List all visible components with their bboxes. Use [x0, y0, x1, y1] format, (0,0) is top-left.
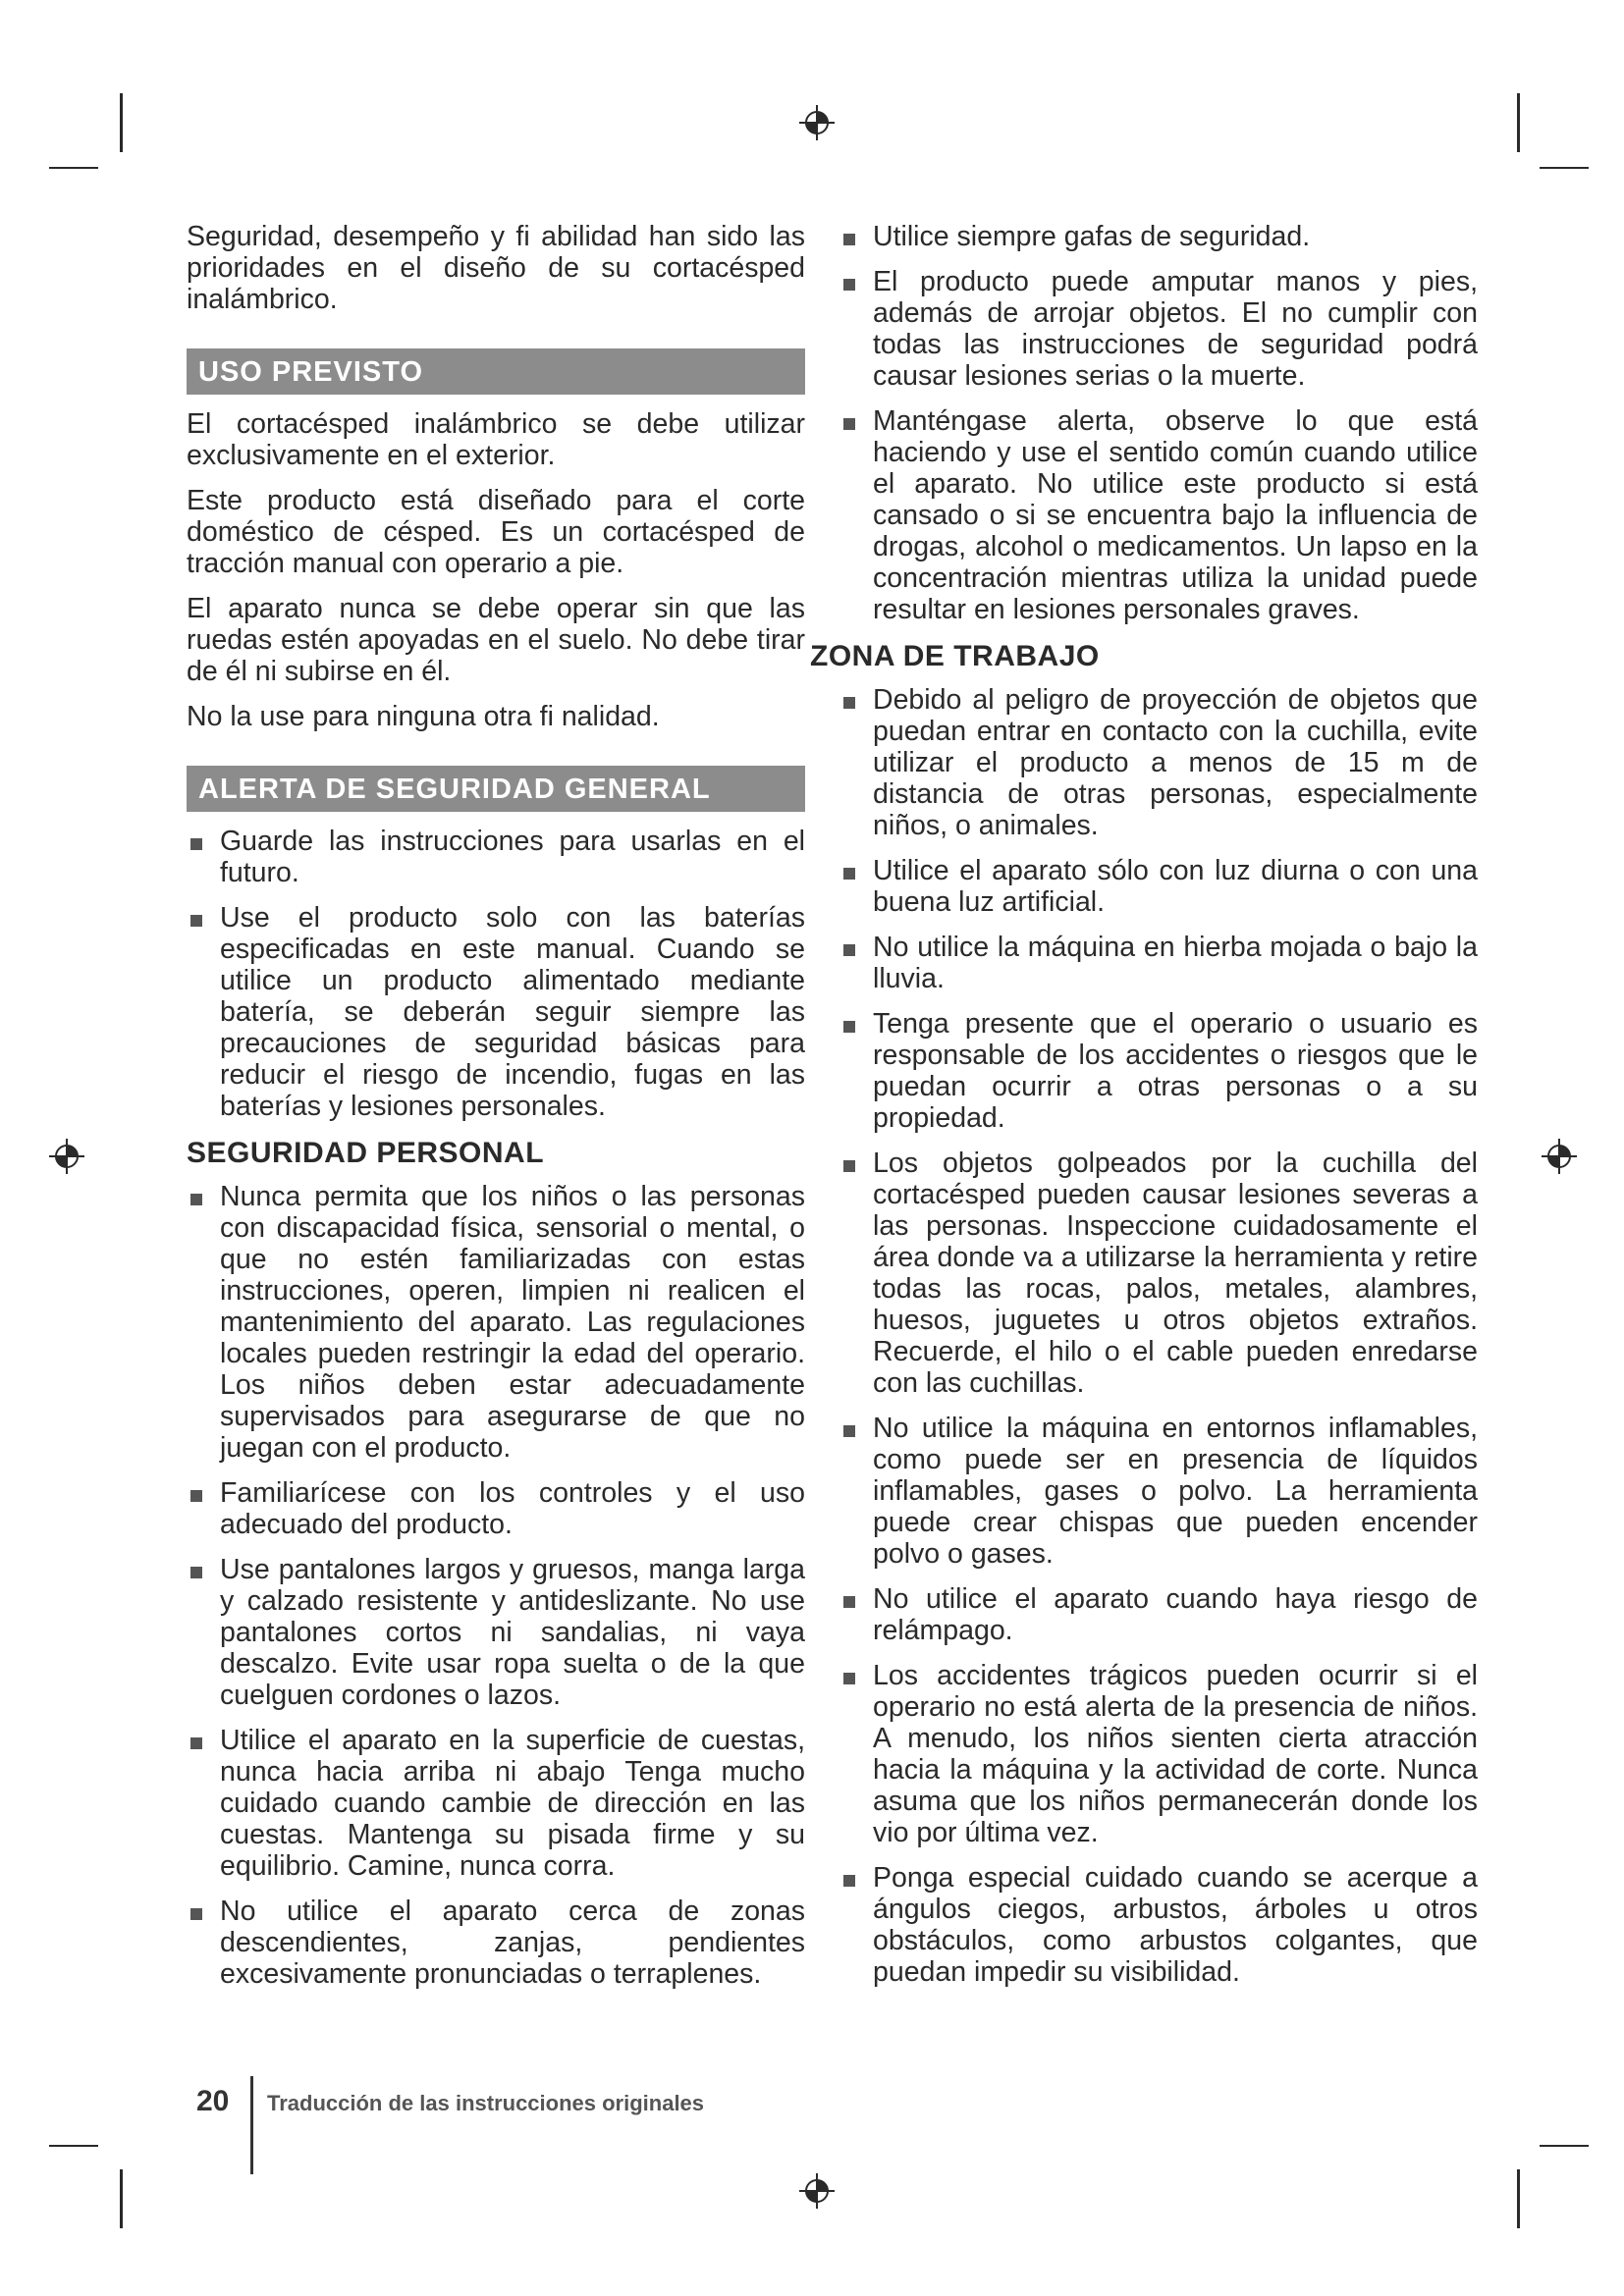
square-bullet-icon — [843, 1425, 855, 1437]
square-bullet-icon — [843, 868, 855, 880]
square-bullet-icon — [843, 1596, 855, 1608]
uso-paragraph: El aparato nunca se debe operar sin que las ruedas estén apoyadas en el suelo. No debe tirar de él ni subirse en él. — [187, 593, 805, 687]
square-bullet-icon — [843, 1160, 855, 1172]
crop-mark — [49, 2145, 98, 2147]
registration-mark-icon — [797, 2171, 837, 2211]
page-number: 20 — [196, 2085, 230, 2117]
crop-mark — [49, 167, 98, 169]
top-list — [839, 221, 1478, 625]
list-item: Utilice siempre gafas de seguridad. — [873, 221, 1478, 252]
list-item: Los objetos golpeados por la cuchilla del cortacésped pueden causar lesiones severas a las personas. Inspeccione cuidadosamente el área donde va a utilizarse la herramienta y retire todas las rocas, palos, metales, alambres, huesos, juguetes u otros objetos extraños. Recuerde, el hilo o el cable pueden enredarse con las cuchillas. — [873, 1148, 1478, 1399]
square-bullet-icon — [843, 944, 855, 956]
footer-divider — [250, 2076, 253, 2174]
list-item: Guarde las instrucciones para usarlas en el futuro. — [220, 826, 805, 888]
square-bullet-icon — [190, 1737, 202, 1749]
section-title-uso-previsto: USO PREVISTO — [187, 348, 805, 395]
square-bullet-icon — [190, 838, 202, 850]
list-item: Utilice el aparato en la superficie de cuestas, nunca hacia arriba ni abajo Tenga mucho cuidado cuando cambie de dirección en las cuestas. Mantenga su pisada firme y su equilibrio. Camine, nunca corra. — [220, 1725, 805, 1882]
square-bullet-icon — [190, 1490, 202, 1502]
square-bullet-icon — [190, 1567, 202, 1578]
uso-paragraph: Este producto está diseñado para el corte doméstico de césped. Es un cortacésped de tracción manual con operario a pie. — [187, 485, 805, 579]
list-item: Familiarícese con los controles y el uso adecuado del producto. — [220, 1477, 805, 1540]
square-bullet-icon — [843, 1673, 855, 1684]
alerta-list — [187, 826, 805, 1122]
square-bullet-icon — [843, 279, 855, 291]
list-item: Use el producto solo con las baterías especificadas en este manual. Cuando se utilice un producto alimentado mediante batería, se deberán seguir siempre las precauciones de seguridad básicas para reducir el riesgo de incendio, fugas en las baterías y lesiones personales. — [220, 902, 805, 1122]
crop-mark — [1540, 167, 1589, 169]
intro-paragraph: Seguridad, desempeño y fi abilidad han sido las prioridades en el diseño de su cortacésped inalámbrico. — [187, 221, 805, 315]
square-bullet-icon — [843, 1021, 855, 1033]
section-title-zona-trabajo: ZONA DE TRABAJO — [810, 640, 1100, 672]
list-item: No utilice el aparato cuando haya riesgo de relámpago. — [873, 1583, 1478, 1646]
zona-list — [839, 684, 1478, 1988]
square-bullet-icon — [190, 915, 202, 927]
list-item: No utilice la máquina en entornos inflamables, como puede ser en presencia de líquidos inflamables, gases o polvo. La herramienta puede crear chispas que pueden encender polvo o gases. — [873, 1413, 1478, 1570]
list-item: No utilice la máquina en hierba mojada o bajo la lluvia. — [873, 932, 1478, 994]
list-item: Tenga presente que el operario o usuario es responsable de los accidentes o riesgos que le puedan ocurrir a otras personas o a su propiedad. — [873, 1008, 1478, 1134]
square-bullet-icon — [190, 1908, 202, 1920]
section-title-alerta: ALERTA DE SEGURIDAD GENERAL — [187, 766, 805, 812]
personal-list — [187, 1181, 805, 1990]
list-item: Manténgase alerta, observe lo que está haciendo y use el sentido común cuando utilice el aparato. No utilice este producto si está cansado o si se encuentra bajo la influencia de drogas, alcohol o medicamentos. Un lapso en la concentración mientras utiliza la unidad puede resultar en lesiones personales graves. — [873, 405, 1478, 625]
crop-mark — [120, 93, 123, 152]
square-bullet-icon — [843, 234, 855, 245]
crop-mark — [1540, 2145, 1589, 2147]
crop-mark — [1517, 2169, 1520, 2228]
square-bullet-icon — [190, 1194, 202, 1205]
list-item: El producto puede amputar manos y pies, además de arrojar objetos. El no cumplir con todas las instrucciones de seguridad podrá causar lesiones serias o la muerte. — [873, 266, 1478, 392]
list-item: Nunca permita que los niños o las personas con discapacidad física, sensorial o mental, o que no estén familiarizadas con estas instrucciones, operen, limpien ni realicen el mantenimiento del aparato. Las regulaciones locales pueden restringir la edad del operario. Los niños deben estar adecuadamente supervisados para asegurarse de que no juegan con el producto. — [220, 1181, 805, 1464]
crop-mark — [120, 2169, 123, 2228]
registration-mark-icon — [797, 103, 837, 142]
left-column — [187, 221, 805, 2003]
square-bullet-icon — [843, 1875, 855, 1887]
list-item: Use pantalones largos y gruesos, manga larga y calzado resistente y antideslizante. No use pantalones cortos ni sandalias, ni vaya descalzo. Evite usar ropa suelta o de la que cuelguen cordones o lazos. — [220, 1554, 805, 1711]
uso-paragraph: No la use para ninguna otra fi nalidad. — [187, 701, 660, 732]
section-title-seguridad-personal: SEGURIDAD PERSONAL — [187, 1137, 545, 1169]
list-item: Debido al peligro de proyección de objetos que puedan entrar en contacto con la cuchilla, evite utilizar el producto a menos de 15 m de distancia de otras personas, especialmente niños, o animales. — [873, 684, 1478, 841]
square-bullet-icon — [843, 697, 855, 709]
footer-text: Traducción de las instrucciones originales — [267, 2091, 705, 2115]
list-item: Ponga especial cuidado cuando se acerque a ángulos ciegos, arbustos, árboles u otros obstáculos, como arbustos colgantes, que puedan impedir su visibilidad. — [873, 1862, 1478, 1988]
list-item: No utilice el aparato cerca de zonas descendientes, zanjas, pendientes excesivamente pronunciadas o terraplenes. — [220, 1896, 805, 1990]
registration-mark-icon — [47, 1137, 86, 1176]
crop-mark — [1517, 93, 1520, 152]
right-column — [810, 221, 1478, 2002]
list-item: Los accidentes trágicos pueden ocurrir si el operario no está alerta de la presencia de niños. A menudo, los niños sienten cierta atracción hacia la máquina y la actividad de corte. Nunca asuma que los niños permanecerán donde los vio por última vez. — [873, 1660, 1478, 1848]
square-bullet-icon — [843, 418, 855, 430]
list-item: Utilice el aparato sólo con luz diurna o con una buena luz artificial. — [873, 855, 1478, 918]
registration-mark-icon — [1540, 1137, 1579, 1176]
uso-paragraph: El cortacésped inalámbrico se debe utilizar exclusivamente en el exterior. — [187, 408, 805, 471]
